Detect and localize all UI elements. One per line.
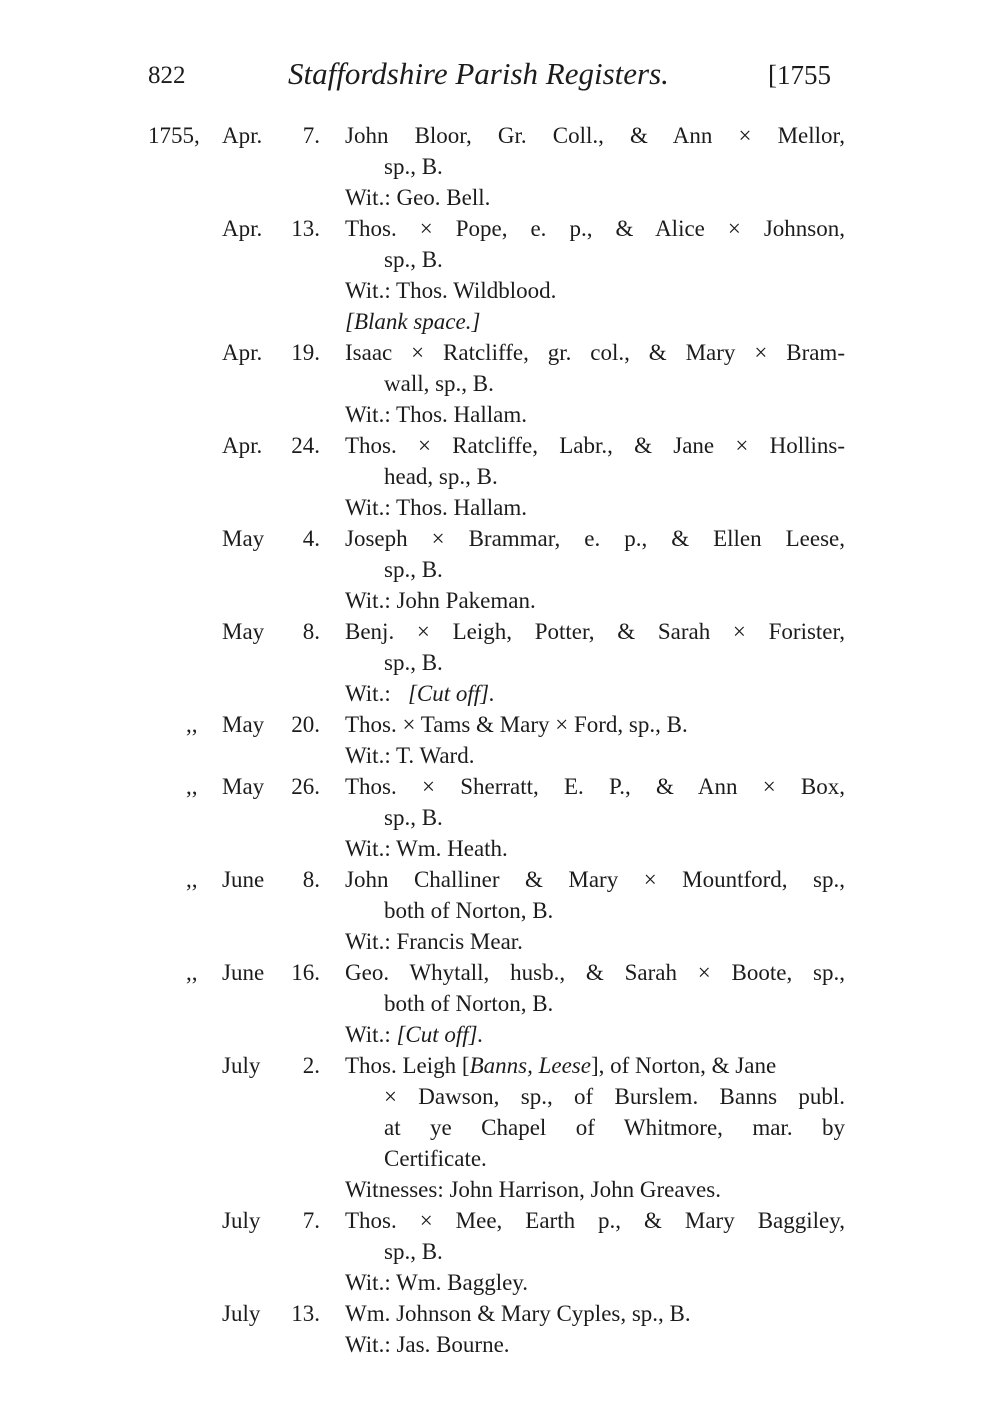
entry-day: 13. (291, 216, 320, 241)
entry-month: May (222, 619, 265, 644)
cut-off-note: [Cut off]. (396, 1022, 484, 1047)
entry-text-continued: sp., B. (384, 154, 443, 179)
ditto-mark: ,, (186, 712, 198, 737)
entry-witness (345, 1019, 483, 1050)
entry-day: 20. (291, 712, 320, 737)
entry-text-continued: sp., B. (384, 557, 443, 582)
page-header (0, 56, 1000, 100)
entry-month: July (222, 1301, 261, 1326)
register-entry (0, 1050, 1000, 1205)
entry-witness: Wit.: Geo. Bell. (345, 185, 491, 210)
entry-day: 16. (291, 960, 320, 985)
entry-text: Thos. × Ratcliffe, Labr., & Jane × Hollins- (345, 433, 845, 458)
entry-witness: Wit.: Thos. Hallam. (345, 495, 527, 520)
register-entry (0, 430, 1000, 523)
entry-month: July (222, 1053, 261, 1078)
entry-text-continued: × Dawson, sp., of Burslem. Banns publ. (384, 1084, 845, 1109)
entry-day: 8. (302, 867, 320, 892)
entry-text-continued: head, sp., B. (384, 464, 498, 489)
register-entry (0, 213, 1000, 337)
ditto-mark: ,, (186, 960, 198, 985)
entry-witness: Wit.: Thos. Hallam. (345, 402, 527, 427)
entry-day: 4. (302, 526, 320, 551)
entry-day: 26. (291, 774, 320, 799)
register-entry (0, 957, 1000, 1050)
entry-month: May (222, 774, 265, 799)
entry-text: Thos. × Tams & Mary × Ford, sp., B. (345, 712, 688, 737)
witness-label: Wit.: (345, 681, 391, 706)
register-entries (0, 120, 1000, 1360)
entry-text-continued: sp., B. (384, 1239, 443, 1264)
entry-witness: Wit.: T. Ward. (345, 743, 475, 768)
entry-text: Joseph × Brammar, e. p., & Ellen Leese, (345, 526, 845, 551)
register-entry (0, 1298, 1000, 1360)
entry-day: 8. (302, 619, 320, 644)
entry-month: Apr. (222, 123, 263, 148)
entry-month: Apr. (222, 433, 263, 458)
running-title: Staffordshire Parish Registers. (288, 56, 669, 91)
entry-text: Thos. × Sherratt, E. P., & Ann × Box, (345, 774, 845, 799)
page-number: 822 (148, 62, 186, 89)
entry-month: Apr. (222, 340, 263, 365)
entry-month: Apr. (222, 216, 263, 241)
entry-month: June (222, 960, 265, 985)
entry-text-part: Thos. Leigh [ (345, 1053, 470, 1078)
entry-witness: Wit.: Wm. Heath. (345, 836, 508, 861)
entry-text: John Challiner & Mary × Mountford, sp., (345, 867, 845, 892)
entry-text-part: ], of Norton, & Jane (590, 1053, 777, 1078)
register-entry (0, 523, 1000, 616)
entry-text-continued: both of Norton, B. (384, 991, 554, 1016)
entry-month: July (222, 1208, 261, 1233)
entry-text-continued: sp., B. (384, 805, 443, 830)
entry-witness: Wit.: Francis Mear. (345, 929, 523, 954)
entry-witness: Wit.: Wm. Baggley. (345, 1270, 529, 1295)
entry-witness (345, 678, 495, 709)
entry-text-continued: at ye Chapel of Whitmore, mar. by (384, 1115, 845, 1140)
entry-month: May (222, 712, 265, 737)
banns-note: Banns, Leese (469, 1053, 591, 1078)
entry-text-continued: Certificate. (384, 1146, 487, 1171)
entry-text (345, 1050, 845, 1081)
register-entry (0, 337, 1000, 430)
register-entry (0, 864, 1000, 957)
entry-day: 19. (291, 340, 320, 365)
entry-text-continued: sp., B. (384, 650, 443, 675)
entry-month: May (222, 526, 265, 551)
entry-text: Geo. Whytall, husb., & Sarah × Boote, sp., (345, 960, 845, 985)
entry-month: June (222, 867, 265, 892)
entry-text-continued: sp., B. (384, 247, 443, 272)
entry-text: John Bloor, Gr. Coll., & Ann × Mellor, (345, 123, 845, 148)
witness-label: Wit.: (345, 1022, 391, 1047)
entry-text: Thos. × Mee, Earth p., & Mary Baggiley, (345, 1208, 845, 1233)
entry-text: Thos. × Pope, e. p., & Alice × Johnson, (345, 216, 845, 241)
entry-witness: Wit.: Jas. Bourne. (345, 1332, 510, 1357)
entry-day: 24. (291, 433, 320, 458)
register-entry (0, 616, 1000, 709)
cut-off-note: [Cut off]. (407, 681, 495, 706)
register-entry (0, 120, 1000, 213)
entry-day: 7. (302, 123, 320, 148)
entry-witness: Witnesses: John Harrison, John Greaves. (345, 1177, 721, 1202)
register-entry (0, 1205, 1000, 1298)
ditto-mark: ,, (186, 867, 198, 892)
register-entry (0, 771, 1000, 864)
entry-text: Isaac × Ratcliffe, gr. col., & Mary × Bram- (345, 340, 845, 365)
entry-day: 7. (302, 1208, 320, 1233)
entry-text-continued: wall, sp., B. (384, 371, 494, 396)
entry-text: Benj. × Leigh, Potter, & Sarah × Forister, (345, 619, 845, 644)
entry-day: 2. (302, 1053, 320, 1078)
entry-text: Wm. Johnson & Mary Cyples, sp., B. (345, 1301, 691, 1326)
register-entry (0, 709, 1000, 771)
entry-witness: Wit.: John Pakeman. (345, 588, 536, 613)
entry-year: 1755, (148, 123, 200, 148)
blank-space-note: [Blank space.] (345, 309, 481, 334)
entry-day: 13. (291, 1301, 320, 1326)
entry-text-continued: both of Norton, B. (384, 898, 554, 923)
ditto-mark: ,, (186, 774, 198, 799)
entry-witness: Wit.: Thos. Wildblood. (345, 278, 557, 303)
running-year: [1755 (768, 60, 831, 90)
